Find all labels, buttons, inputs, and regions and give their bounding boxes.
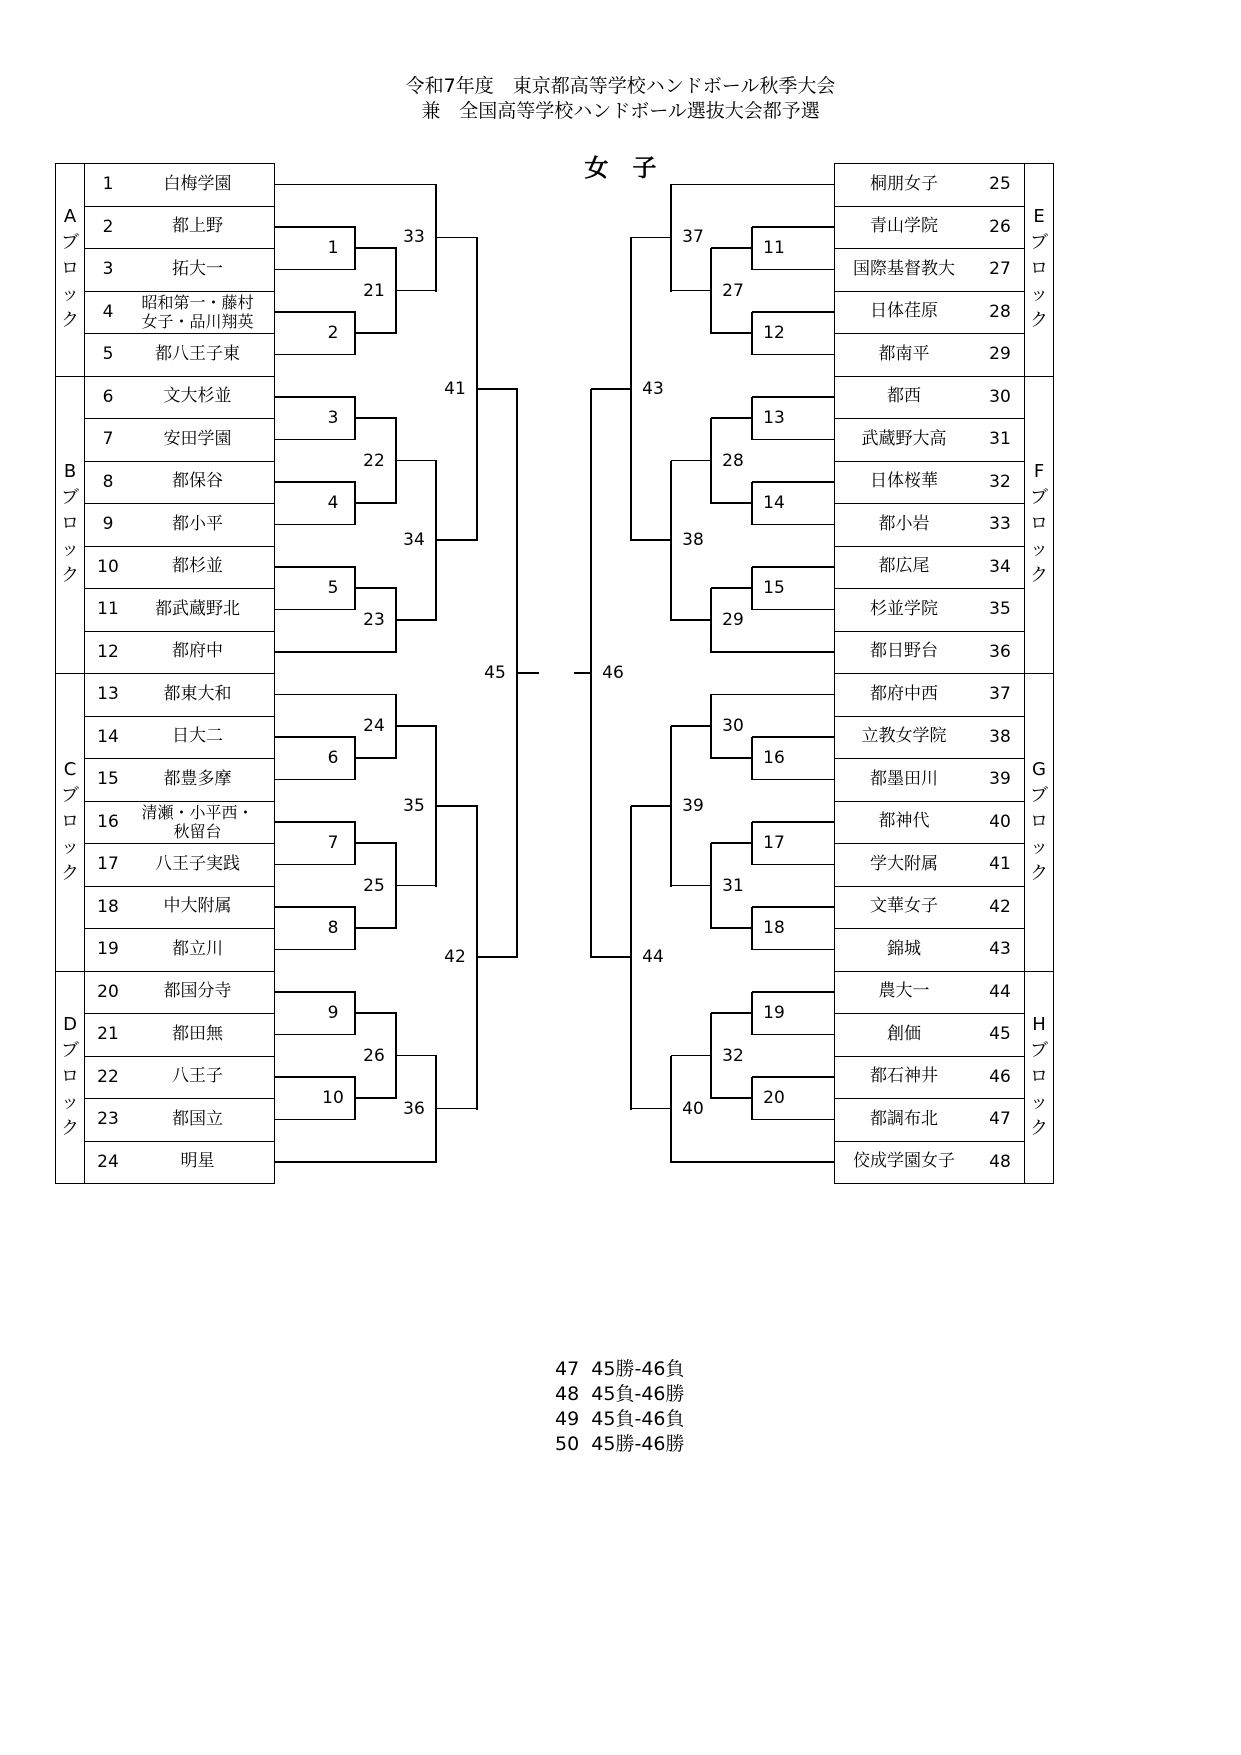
team-name: 都立川 [172,938,223,959]
bracket-line [711,587,753,589]
match-number: 14 [754,493,794,513]
team-seed: 10 [97,556,119,577]
match-number: 8 [313,918,353,938]
team-seed: 6 [102,386,114,407]
bracket-line [396,725,437,727]
team-name: 八王子実践 [155,853,240,874]
bracket-line [396,1055,437,1057]
bracket-line [396,460,437,462]
match-number: 12 [754,323,794,343]
bracket-line [355,757,397,759]
bracket-line [355,417,397,419]
placement-match-row [555,1432,685,1457]
match-number: 43 [633,379,673,399]
match-number: 13 [754,408,794,428]
bracket-line [752,736,835,738]
team-seed: 18 [97,896,119,917]
bracket-line [711,1012,753,1014]
bracket-line [671,619,712,621]
team-seed: 21 [97,1024,119,1044]
placement-match-number: 50 [555,1433,580,1455]
bracket-line [275,779,356,781]
match-number: 22 [354,451,394,471]
bracket-line [275,1076,356,1078]
bracket-line [436,237,478,239]
team-name: 都府中 [172,641,223,662]
bracket-line [752,524,835,526]
match-number: 11 [754,238,794,258]
bracket-line [752,311,835,313]
block-label: E ブ ロ ッ ク [1030,206,1048,332]
bracket-line [355,502,397,504]
match-number: 19 [754,1003,794,1023]
bracket-line [711,651,835,653]
bracket-line [752,481,835,483]
team-name: 都神代 [878,811,930,832]
team-name: 立教女学院 [861,726,947,747]
match-number: 5 [313,578,353,598]
bracket-line [752,1076,835,1078]
team-seed: 48 [989,1151,1011,1172]
team-name: 都小岩 [878,513,930,534]
team-seed: 24 [97,1151,119,1172]
team-seed: 19 [97,939,119,959]
team-seed: 41 [989,854,1011,874]
placement-match-number: 48 [555,1383,580,1405]
match-number: 18 [754,918,794,938]
placement-match-rule: 45負-46負 [591,1408,685,1430]
placement-match-row [555,1407,685,1432]
match-number: 45 [475,663,515,683]
team-name: 日体桜華 [870,471,938,492]
placement-match-rule: 45勝-46負 [591,1358,685,1380]
team-seed: 11 [97,599,119,619]
team-seed: 2 [102,216,114,237]
bracket-line [355,332,397,334]
match-number: 1 [313,238,353,258]
bracket-line [631,539,672,541]
block-label: G ブ ロ ッ ク [1030,758,1048,884]
gender-heading: 女子 [584,154,681,182]
bracket-line [275,481,356,483]
match-number: 4 [313,493,353,513]
bracket-line [275,949,356,951]
placement-match-number: 49 [555,1408,580,1430]
team-name: 佼成学園女子 [853,1151,955,1172]
team-seed: 20 [97,981,119,1002]
bracket-line [275,311,356,313]
match-number: 9 [313,1003,353,1023]
bracket-line [591,956,632,958]
match-number: 46 [593,663,633,683]
team-name: 桐朋女子 [870,173,938,194]
tournament-subtitle: 兼 全国高等学校ハンドボール選抜大会都予選 [421,100,820,122]
bracket-line [574,672,592,674]
bracket-line [671,460,712,462]
team-name: 都日野台 [870,641,938,662]
match-number: 6 [313,748,353,768]
team-name: 都石神井 [870,1066,938,1087]
bracket-line [355,1012,397,1014]
match-number: 25 [354,876,394,896]
match-number: 3 [313,408,353,428]
match-number: 15 [754,578,794,598]
bracket-line [591,388,632,390]
bracket-line [275,821,356,823]
block-label: F ブ ロ ッ ク [1030,461,1048,587]
bracket-line [275,651,397,653]
placement-match-number: 47 [555,1358,580,1380]
team-name: 都田無 [172,1023,223,1044]
team-seed: 17 [97,854,119,874]
bracket-line [275,991,356,993]
bracket-line [436,539,478,541]
match-number: 42 [435,947,475,967]
team-seed: 29 [989,344,1011,364]
team-name: 都八王子東 [155,343,240,364]
match-number: 7 [313,833,353,853]
bracket-line [275,439,356,441]
bracket-line [477,388,518,390]
team-seed: 13 [97,684,119,704]
team-name: 創価 [887,1023,921,1044]
team-name: 錦城 [887,938,921,959]
team-seed: 23 [97,1109,119,1129]
team-seed: 37 [989,684,1011,704]
team-seed: 4 [102,301,114,322]
team-seed: 22 [97,1066,119,1087]
bracket-line [752,566,835,568]
bracket-line [275,1161,437,1163]
bracket-line [711,417,753,419]
team-name: 都上野 [172,216,223,237]
bracket-line [711,1097,753,1099]
bracket-line [396,290,437,292]
team-name: 清瀬・小平西・秋留台 [141,802,254,841]
match-number: 38 [673,530,713,550]
bracket-line [752,1119,835,1121]
team-seed: 46 [989,1066,1011,1087]
team-name: 八王子 [172,1066,223,1087]
team-name: 都豊多摩 [163,768,232,789]
bracket-line [711,332,753,334]
placement-matches [555,1357,685,1457]
bracket-line [752,779,835,781]
team-seed: 3 [102,259,114,279]
match-number: 29 [713,610,753,630]
bracket-line [631,805,672,807]
team-seed: 9 [102,514,114,534]
team-name: 都墨田川 [870,768,938,789]
bracket-line [752,821,835,823]
bracket-line [436,805,478,807]
bracket-line [275,184,437,186]
match-number: 37 [673,227,713,247]
bracket-line [275,864,356,866]
match-number: 40 [673,1099,713,1119]
match-number: 17 [754,833,794,853]
block-label: H ブ ロ ッ ク [1030,1013,1048,1139]
team-seed: 44 [989,981,1011,1002]
bracket-line [752,396,835,398]
block-label: D ブ ロ ッ ク [61,1013,79,1139]
team-seed: 42 [989,896,1011,917]
bracket-line [275,396,356,398]
team-name: 都国分寺 [163,981,232,1002]
block-label: B ブ ロ ッ ク [61,461,79,587]
team-name: 都保谷 [172,471,223,492]
team-name: 都東大和 [163,683,232,704]
team-name: 都府中西 [870,683,938,704]
team-seed: 16 [97,811,119,832]
bracket-line [752,906,835,908]
team-name: 都広尾 [878,556,930,577]
bracket-line [752,226,835,228]
team-name: 都杉並 [172,556,223,577]
bracket-line [355,1097,397,1099]
team-seed: 40 [989,811,1011,832]
team-seed: 43 [989,939,1011,959]
match-number: 26 [354,1046,394,1066]
bracket-line [752,269,835,271]
bracket-line [355,247,397,249]
bracket-line [517,672,539,674]
team-name: 日体荏原 [870,301,938,322]
bracket-line [275,736,356,738]
team-name: 昭和第一・藤村女子・品川翔英 [141,292,254,331]
bracket-line [477,956,518,958]
bracket-line [752,949,835,951]
bracket-line [711,502,753,504]
team-name: 農大一 [878,981,930,1002]
team-name: 都武蔵野北 [155,598,240,619]
team-name: 白梅学園 [163,173,232,194]
team-name: 中大附属 [163,896,232,917]
team-name: 杉並学院 [870,598,938,619]
bracket-line [355,842,397,844]
bracket-line [396,619,437,621]
bracket-line [631,1108,672,1110]
bracket-line [355,587,397,589]
team-seed: 8 [102,471,114,492]
team-name: 明星 [180,1151,215,1172]
team-name: 日大二 [172,726,223,747]
bracket-line [711,842,753,844]
team-seed: 35 [989,599,1011,619]
team-name: 学大附属 [870,853,938,874]
team-name: 文華女子 [870,896,938,917]
team-seed: 15 [97,769,119,789]
match-number: 33 [394,227,434,247]
bracket-line [711,927,753,929]
team-seed: 32 [989,471,1011,492]
match-number: 10 [313,1088,353,1108]
bracket-line [711,694,835,696]
bracket-line [752,1034,835,1036]
team-seed: 14 [97,726,119,747]
team-seed: 28 [989,301,1011,322]
bracket-line [355,927,397,929]
match-number: 27 [713,281,753,301]
block-label: C ブ ロ ッ ク [61,758,79,884]
team-name: 都調布北 [870,1108,938,1129]
bracket-line [671,184,835,186]
bracket-line [711,247,753,249]
team-seed: 1 [102,174,114,194]
team-name: 青山学院 [870,216,938,237]
team-name: 都国立 [172,1108,223,1129]
team-name: 国際基督教大 [853,258,955,279]
bracket-line [752,991,835,993]
team-seed: 38 [989,726,1011,747]
match-number: 2 [313,323,353,343]
match-number: 16 [754,748,794,768]
team-seed: 26 [989,216,1011,237]
team-name: 都南平 [878,343,930,364]
match-number: 30 [713,716,753,736]
bracket-line [671,885,712,887]
match-number: 23 [354,610,394,630]
match-number: 32 [713,1046,753,1066]
team-seed: 39 [989,769,1011,789]
bracket-line [752,864,835,866]
team-seed: 33 [989,514,1011,534]
team-seed: 47 [989,1109,1011,1129]
team-name: 安田学園 [163,428,232,449]
bracket-line [752,439,835,441]
bracket-line [275,524,356,526]
placement-match-rule: 45勝-46勝 [591,1433,685,1455]
placement-match-row [555,1357,685,1382]
tournament-title: 令和7年度 東京都高等学校ハンドボール秋季大会 [405,75,836,97]
team-seed: 27 [989,259,1011,279]
team-seed: 5 [102,344,114,364]
bracket-line [436,1108,478,1110]
team-name: 都小平 [172,513,223,534]
team-seed: 31 [989,429,1011,449]
team-seed: 7 [102,429,114,449]
placement-match-rule: 45負-46勝 [591,1383,685,1405]
team-name: 文大杉並 [163,386,232,407]
match-number: 41 [435,379,475,399]
match-number: 28 [713,451,753,471]
bracket-line [275,609,356,611]
bracket-line [275,694,397,696]
match-number: 39 [673,796,713,816]
block-label: A ブ ロ ッ ク [61,206,79,332]
bracket-line [275,1034,356,1036]
bracket-line [752,354,835,356]
bracket-line [631,237,672,239]
team-name: 拓大一 [172,258,223,279]
match-number: 35 [394,796,434,816]
bracket-line [396,885,437,887]
match-number: 44 [633,947,673,967]
bracket-line [275,906,356,908]
match-number: 34 [394,530,434,550]
team-seed: 45 [989,1024,1011,1044]
bracket-line [275,226,356,228]
team-name: 都西 [887,386,921,407]
team-seed: 25 [989,174,1011,194]
team-seed: 34 [989,556,1011,577]
team-seed: 12 [97,641,119,662]
match-number: 36 [394,1099,434,1119]
placement-match-row [555,1382,685,1407]
bracket-line [275,269,356,271]
team-seed: 30 [989,386,1011,407]
bracket-line [752,609,835,611]
bracket-line [711,757,753,759]
team-name: 武蔵野大高 [861,428,947,449]
bracket-line [275,566,356,568]
team-seed: 36 [989,641,1011,662]
bracket-line [671,1161,835,1163]
match-number: 21 [354,281,394,301]
bracket-line [671,290,712,292]
bracket-line [671,1055,712,1057]
match-number: 20 [754,1088,794,1108]
bracket-line [671,725,712,727]
bracket-line [275,354,356,356]
match-number: 24 [354,716,394,736]
match-number: 31 [713,876,753,896]
bracket-line [275,1119,356,1121]
